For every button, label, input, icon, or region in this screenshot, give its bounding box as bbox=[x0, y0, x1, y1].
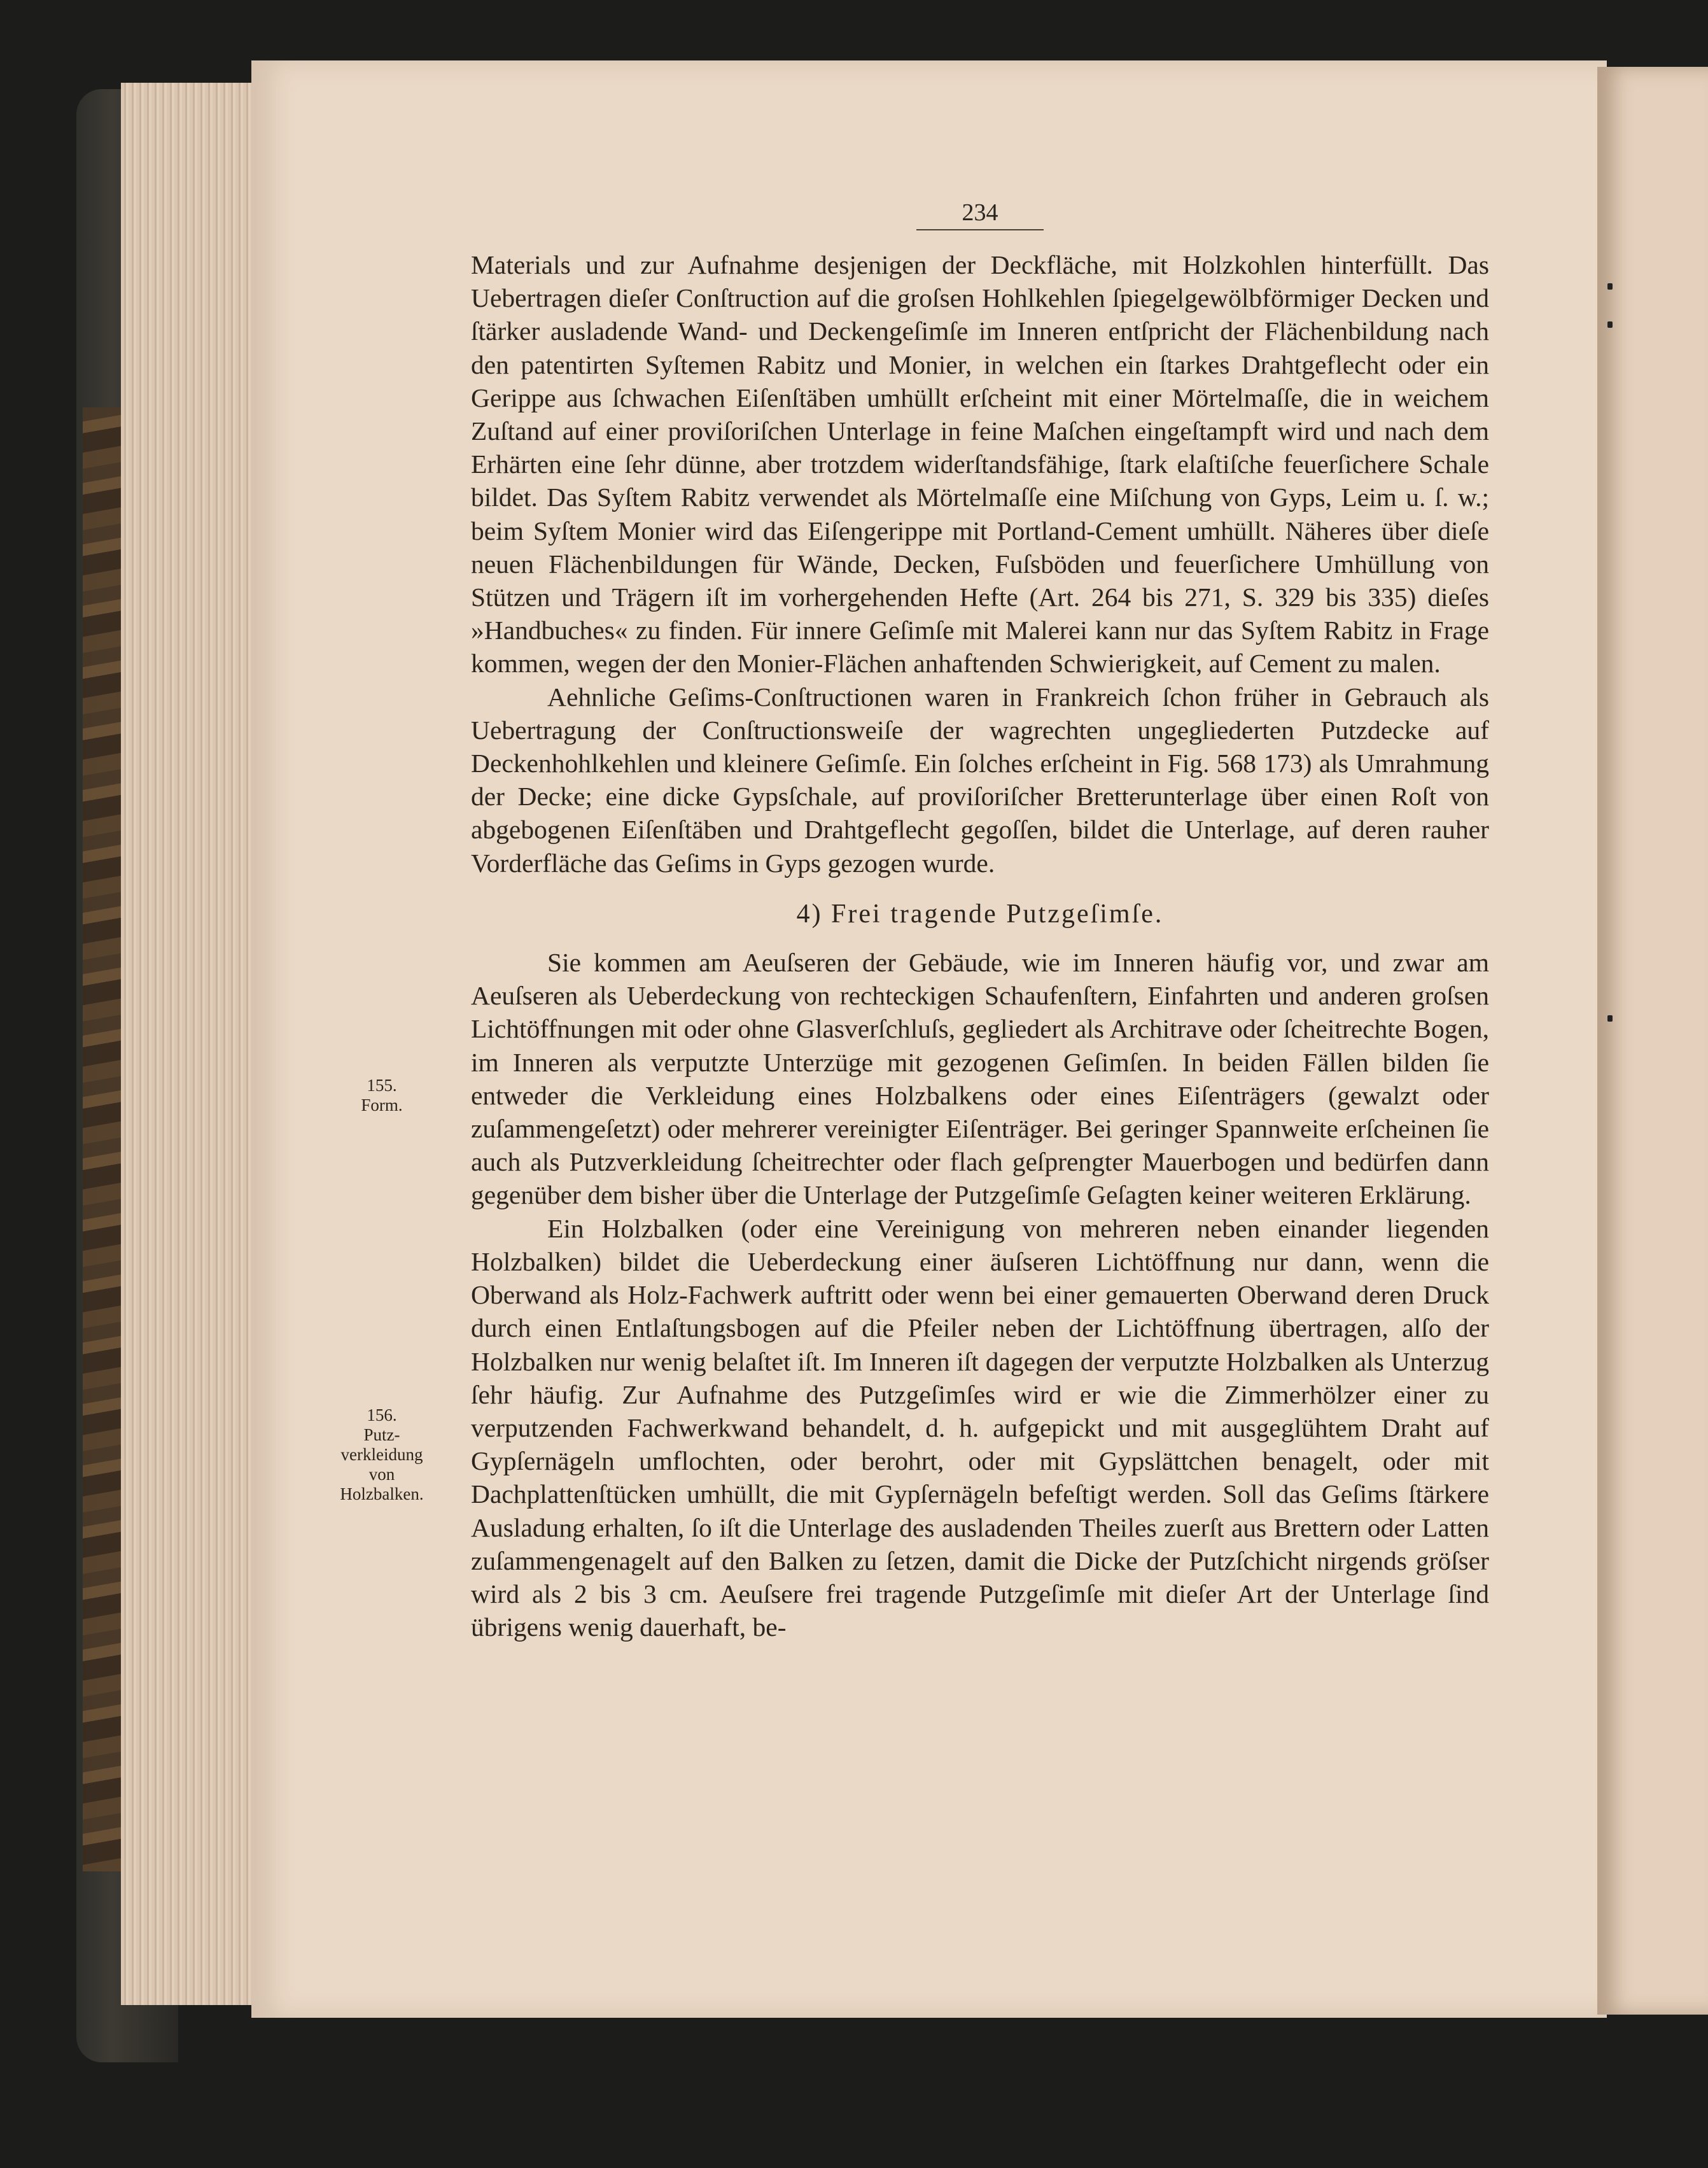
paragraph: Aehnliche Geſims-Conſtructionen waren in Frankreich ſchon früher in Gebrauch als Uebertragung der Conſtructionsweiſe der wagrechten ungegliederten Putzdecke auf Deckenhohlkehlen und kleinere Geſimſe. Ein ſolches erſcheint in Fig. 568 173) als Umrahmung der Decke; eine dicke Gypsſchale, auf proviſoriſcher Bretterunterlage über einen Roſt von abgebogenen Eiſenſtäben und Drahtgeflecht gegoſſen, bildet die Unterlage, auf deren rauher Vorderfläche das Geſims in Gyps gezogen wurde. bbox=[471, 682, 1489, 878]
margin-note-text: Form. bbox=[361, 1095, 403, 1115]
letter-fragment bbox=[1607, 1015, 1613, 1022]
letter-fragment bbox=[1607, 283, 1613, 290]
margin-note-number: 156. bbox=[367, 1405, 397, 1425]
section-heading: 4) Frei tragende Putzgeſimſe. bbox=[796, 899, 1164, 929]
page-number: 234 bbox=[916, 199, 1044, 230]
letter-fragment bbox=[1607, 321, 1613, 328]
margin-note-156 bbox=[318, 1405, 445, 1504]
page-edges bbox=[121, 83, 267, 2005]
facing-page-edge bbox=[1597, 67, 1708, 2015]
paragraph: Ein Holzbalken (oder eine Vereinigung von mehreren neben einander liegenden Holzbalken) bildet die Ueberdeckung einer äuſseren Lichtöffnung nur dann, wenn die Oberwand als Holz-Fachwerk auftritt oder wenn bei einer gemauerten Oberwand deren Druck durch einen Entlaſtungsbogen auf die Pfeiler neben der Lichtöffnung übertragen, alſo der Holzbalken nur wenig belaſtet iſt. Im Inneren iſt dagegen der verputzte Holzbalken als Unterzug ſehr häufig. Zur Aufnahme des Putzgeſimſes wird er wie die Zimmerhölzer einer zu verputzenden Fachwerkwand behandelt, d. h. aufgepickt und mit ausgeglühtem Draht auf Gypſernägeln umflochten, oder berohrt, oder mit Gypslättchen benagelt, oder mit Dachplattenſtücken umhüllt, die mit Gypſernägeln befeſtigt werden. Soll das Geſims ſtärkere Ausladung erhalten, ſo iſt die Unterlage des ausladenden Theiles zuerſt aus Brettern oder Latten zuſammengenagelt auf den Balken zu ſetzen, damit die Dicke der Putzſchicht nirgends gröſser wird als 2 bis 3 cm. Aeuſsere frei tragende Putzgeſimſe mit dieſer Art der Unterlage ſind übrigens wenig dauerhaft, be- bbox=[471, 1213, 1489, 1642]
margin-note-text: verkleidung bbox=[340, 1445, 423, 1464]
margin-note-text: Putz- bbox=[363, 1425, 400, 1444]
margin-note-text: Holzbalken. bbox=[340, 1484, 424, 1503]
paragraph: Sie kommen am Aeuſseren der Gebäude, wie im Inneren häufig vor, und zwar am Aeuſseren als Ueberdeckung von rechteckigen Schaufenſtern, Einfahrten und anderen groſsen Lichtöffnungen mit oder ohne Glasverſchluſs, gegliedert als Architrave oder ſcheitrechte Bogen, im Inneren als verputzte Unterzüge mit gezogenen Geſimſen. In beiden Fällen bilden ſie entweder die Verkleidung eines Holzbalkens oder eines Eiſenträgers (gewalzt oder zuſammengeſetzt) oder mehrerer vereinigter Eiſenträger. Bei geringer Spannweite erſcheinen ſie auch als Putzverkleidung ſcheitrechter oder flach geſprengter Mauerbogen und bedürfen dann gegenüber dem bisher über die Unterlage der Putzgeſimſe Geſagten keiner weiteren Erklärung. bbox=[471, 948, 1489, 1210]
body-text bbox=[471, 248, 1489, 1644]
margin-note-155 bbox=[318, 1076, 445, 1115]
margin-note-text: von bbox=[368, 1465, 395, 1484]
margin-note-number: 155. bbox=[367, 1076, 397, 1095]
paragraph: Materials und zur Aufnahme desjenigen der Deckfläche, mit Holzkohlen hinterfüllt. Das Uebertragen dieſer Conſtruction auf die groſsen Hohlkehlen ſpiegelgewölbförmiger Decken und ſtärker ausladende Wand- und Deckengeſimſe im Inneren entſpricht der Flächenbildung nach den patentirten Syſtemen Rabitz und Monier, in welchen ein ſtarkes Drahtgeflecht oder ein Gerippe aus ſchwachen Eiſenſtäben umhüllt erſcheint mit einer Mörtelmaſſe, die in weichem Zuſtand auf einer proviſoriſchen Unterlage in feine Maſchen eingeſtampft wird und nach dem Erhärten eine ſehr dünne, aber trotzdem widerſtandsfähige, ſtark elaſtiſche feuerſichere Schale bildet. Das Syſtem Rabitz verwendet als Mörtelmaſſe eine Miſchung von Gyps, Leim u. ſ. w.; beim Syſtem Monier wird das Eiſengerippe mit Portland-Cement umhüllt. Näheres über dieſe neuen Flächenbildungen für Wände, Decken, Fuſsböden und feuerſichere Umhüllung von Stützen und Trägern iſt im vorhergehenden Hefte (Art. 264 bis 271, S. 329 bis 335) dieſes »Handbuches« zu finden. Für innere Geſimſe mit Malerei kann nur das Syſtem Rabitz in Frage kommen, wegen der den Monier-Flächen anhaftenden Schwierigkeit, auf Cement zu malen. bbox=[471, 250, 1489, 679]
